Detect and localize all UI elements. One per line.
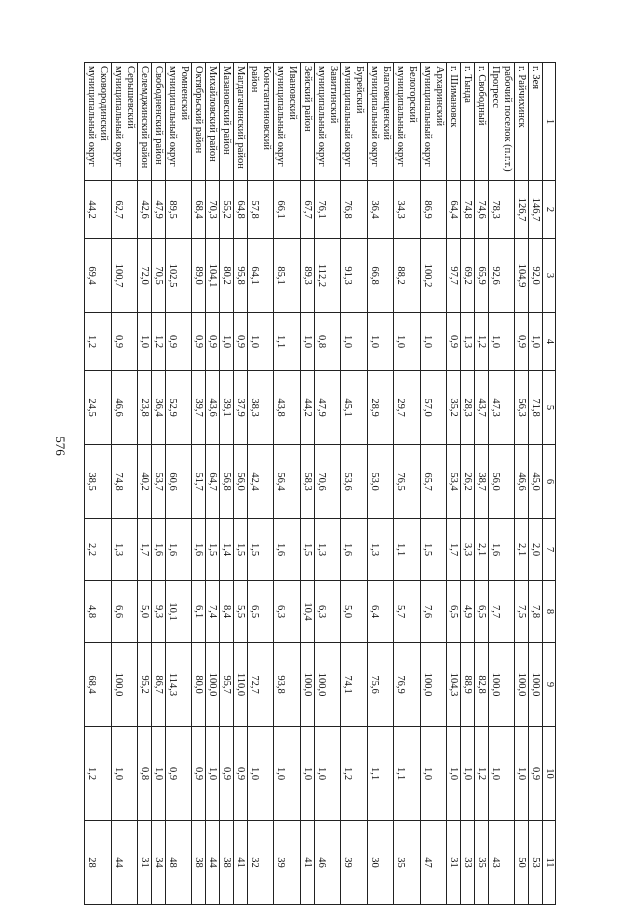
- value-cell: 5,0: [341, 581, 368, 643]
- value-cell: 41: [300, 821, 314, 905]
- table-row: [420, 63, 447, 905]
- value-cell: 10,4: [300, 581, 314, 643]
- value-cell: 5,0: [138, 581, 152, 643]
- value-cell: 65,7: [420, 445, 447, 519]
- municipality-name-cell: Архаринский муниципальный округ: [420, 63, 447, 181]
- value-cell: 74,6: [475, 181, 489, 239]
- value-cell: 5,5: [233, 581, 247, 643]
- value-cell: 44,2: [85, 181, 112, 239]
- value-cell: 100,0: [111, 643, 138, 727]
- value-cell: 0,9: [233, 727, 247, 821]
- value-cell: 93,8: [274, 643, 301, 727]
- value-cell: 6,3: [274, 581, 301, 643]
- table-row: [247, 63, 274, 905]
- value-cell: 7,4: [206, 581, 220, 643]
- value-cell: 60,6: [165, 445, 192, 519]
- value-cell: 89,3: [300, 239, 314, 313]
- value-cell: 0,9: [192, 313, 206, 371]
- value-cell: 1,1: [394, 727, 421, 821]
- table-row: [274, 63, 301, 905]
- value-cell: 70,5: [152, 239, 166, 313]
- column-header: 6: [543, 445, 556, 519]
- value-cell: 36,4: [152, 371, 166, 445]
- municipality-name-cell: Белогорский муниципальный округ: [394, 63, 421, 181]
- value-cell: 1,3: [367, 519, 394, 581]
- value-cell: 6,3: [314, 581, 341, 643]
- value-cell: 1,0: [206, 727, 220, 821]
- table-row: [314, 63, 341, 905]
- municipality-name-cell: Магдагачинский район: [233, 63, 247, 181]
- value-cell: 38: [192, 821, 206, 905]
- value-cell: 95,7: [220, 643, 234, 727]
- value-cell: 74,1: [341, 643, 368, 727]
- value-cell: 6,5: [247, 581, 274, 643]
- value-cell: 0,9: [192, 727, 206, 821]
- value-cell: 46: [314, 821, 341, 905]
- value-cell: 1,5: [300, 519, 314, 581]
- municipality-name-cell: г. Шимановск: [447, 63, 461, 181]
- value-cell: 56,0: [233, 445, 247, 519]
- value-cell: 1,0: [420, 727, 447, 821]
- value-cell: 36,4: [367, 181, 394, 239]
- value-cell: 100,7: [111, 239, 138, 313]
- value-cell: 43,7: [475, 371, 489, 445]
- value-cell: 6,5: [447, 581, 461, 643]
- value-cell: 68,4: [192, 181, 206, 239]
- value-cell: 74,8: [111, 445, 138, 519]
- value-cell: 48: [165, 821, 192, 905]
- value-cell: 1,1: [394, 519, 421, 581]
- value-cell: 67,7: [300, 181, 314, 239]
- municipality-name-cell: г. Райчихинск: [515, 63, 529, 181]
- value-cell: 26,2: [461, 445, 475, 519]
- value-cell: 100,0: [529, 643, 543, 727]
- value-cell: 1,2: [475, 727, 489, 821]
- value-cell: 2,1: [475, 519, 489, 581]
- value-cell: 31: [138, 821, 152, 905]
- value-cell: 53: [529, 821, 543, 905]
- value-cell: 34: [152, 821, 166, 905]
- table-row: [233, 63, 247, 905]
- municipality-name-cell: Ивановский муниципальный округ: [274, 63, 301, 181]
- value-cell: 64,4: [447, 181, 461, 239]
- value-cell: 46,6: [515, 445, 529, 519]
- value-cell: 66,8: [367, 239, 394, 313]
- value-cell: 0,9: [165, 727, 192, 821]
- value-cell: 56,3: [515, 371, 529, 445]
- value-cell: 72,0: [138, 239, 152, 313]
- value-cell: 88,2: [394, 239, 421, 313]
- value-cell: 30: [367, 821, 394, 905]
- value-cell: 2,2: [85, 519, 112, 581]
- municipality-name-cell: Свободненский район: [152, 63, 166, 181]
- value-cell: 82,8: [475, 643, 489, 727]
- table-row: [529, 63, 543, 905]
- value-cell: 66,1: [274, 181, 301, 239]
- value-cell: 92,0: [529, 239, 543, 313]
- municipality-name-cell: Зейский район: [300, 63, 314, 181]
- value-cell: 1,1: [367, 727, 394, 821]
- value-cell: 33: [461, 821, 475, 905]
- value-cell: 29,7: [394, 371, 421, 445]
- value-cell: 100,0: [300, 643, 314, 727]
- value-cell: 53,0: [367, 445, 394, 519]
- column-header: 10: [543, 727, 556, 821]
- value-cell: 41: [233, 821, 247, 905]
- value-cell: 57,0: [420, 371, 447, 445]
- value-cell: 146,7: [529, 181, 543, 239]
- table-row: [220, 63, 234, 905]
- value-cell: 64,1: [247, 239, 274, 313]
- value-cell: 42,6: [138, 181, 152, 239]
- value-cell: 47: [420, 821, 447, 905]
- value-cell: 1,0: [274, 727, 301, 821]
- column-header: 7: [543, 519, 556, 581]
- municipality-name-cell: рабочий поселок (п.г.т.) Прогресс: [488, 63, 515, 181]
- table-row: [475, 63, 489, 905]
- value-cell: 53,7: [152, 445, 166, 519]
- value-cell: 100,0: [420, 643, 447, 727]
- value-cell: 102,5: [165, 239, 192, 313]
- value-cell: 104,9: [515, 239, 529, 313]
- value-cell: 86,9: [420, 181, 447, 239]
- value-cell: 58,3: [300, 445, 314, 519]
- table-row: [165, 63, 192, 905]
- value-cell: 44: [111, 821, 138, 905]
- value-cell: 53,4: [447, 445, 461, 519]
- value-cell: 1,6: [274, 519, 301, 581]
- value-cell: 31: [447, 821, 461, 905]
- value-cell: 1,2: [341, 727, 368, 821]
- value-cell: 28,3: [461, 371, 475, 445]
- value-cell: 78,3: [488, 181, 515, 239]
- column-header: 3: [543, 239, 556, 313]
- value-cell: 1,0: [247, 727, 274, 821]
- value-cell: 4,9: [461, 581, 475, 643]
- value-cell: 1,0: [341, 313, 368, 371]
- value-cell: 1,0: [300, 313, 314, 371]
- value-cell: 64,7: [206, 445, 220, 519]
- value-cell: 1,0: [394, 313, 421, 371]
- value-cell: 6,1: [192, 581, 206, 643]
- value-cell: 7,6: [420, 581, 447, 643]
- value-cell: 23,8: [138, 371, 152, 445]
- value-cell: 1,5: [247, 519, 274, 581]
- value-cell: 76,9: [394, 643, 421, 727]
- data-table: [84, 62, 556, 905]
- value-cell: 38,5: [85, 445, 112, 519]
- value-cell: 1,5: [233, 519, 247, 581]
- value-cell: 1,0: [111, 727, 138, 821]
- value-cell: 1,7: [447, 519, 461, 581]
- value-cell: 1,2: [152, 313, 166, 371]
- value-cell: 3,3: [461, 519, 475, 581]
- value-cell: 46,6: [111, 371, 138, 445]
- value-cell: 0,9: [206, 313, 220, 371]
- value-cell: 47,9: [152, 181, 166, 239]
- value-cell: 35: [394, 821, 421, 905]
- value-cell: 88,9: [461, 643, 475, 727]
- value-cell: 0,9: [515, 313, 529, 371]
- value-cell: 1,0: [367, 313, 394, 371]
- value-cell: 8,4: [220, 581, 234, 643]
- value-cell: 56,0: [488, 445, 515, 519]
- value-cell: 47,3: [488, 371, 515, 445]
- value-cell: 1,2: [85, 313, 112, 371]
- value-cell: 40,2: [138, 445, 152, 519]
- value-cell: 7,7: [488, 581, 515, 643]
- table-row: [152, 63, 166, 905]
- value-cell: 91,3: [341, 239, 368, 313]
- value-cell: 38,3: [247, 371, 274, 445]
- value-cell: 1,0: [488, 313, 515, 371]
- value-cell: 80,0: [192, 643, 206, 727]
- municipality-name-cell: г. Зея: [529, 63, 543, 181]
- value-cell: 0,9: [111, 313, 138, 371]
- value-cell: 45,0: [529, 445, 543, 519]
- value-cell: 64,8: [233, 181, 247, 239]
- table-row: [447, 63, 461, 905]
- municipality-name-cell: Сковородинский муниципальный округ: [85, 63, 112, 181]
- value-cell: 28,9: [367, 371, 394, 445]
- value-cell: 1,0: [488, 727, 515, 821]
- column-header: 5: [543, 371, 556, 445]
- value-cell: 37,9: [233, 371, 247, 445]
- municipality-name-cell: Благовещенский муниципальный округ: [367, 63, 394, 181]
- value-cell: 35: [475, 821, 489, 905]
- value-cell: 71,8: [529, 371, 543, 445]
- value-cell: 100,2: [420, 239, 447, 313]
- value-cell: 110,0: [233, 643, 247, 727]
- value-cell: 2,1: [515, 519, 529, 581]
- value-cell: 86,7: [152, 643, 166, 727]
- table-row: [138, 63, 152, 905]
- value-cell: 56,4: [274, 445, 301, 519]
- value-cell: 1,0: [300, 727, 314, 821]
- value-cell: 95,2: [138, 643, 152, 727]
- table-row: [488, 63, 515, 905]
- value-cell: 57,8: [247, 181, 274, 239]
- value-cell: 43: [488, 821, 515, 905]
- table-row: [515, 63, 529, 905]
- value-cell: 43,8: [274, 371, 301, 445]
- value-cell: 1,5: [420, 519, 447, 581]
- table-body: [85, 63, 543, 905]
- value-cell: 4,8: [85, 581, 112, 643]
- value-cell: 0,9: [233, 313, 247, 371]
- value-cell: 1,1: [274, 313, 301, 371]
- municipality-name-cell: Бурейский муниципальный округ: [341, 63, 368, 181]
- value-cell: 80,2: [220, 239, 234, 313]
- value-cell: 1,0: [220, 313, 234, 371]
- page-number: 576: [53, 436, 68, 456]
- value-cell: 100,0: [515, 643, 529, 727]
- value-cell: 0,8: [138, 727, 152, 821]
- value-cell: 1,7: [138, 519, 152, 581]
- value-cell: 0,9: [447, 313, 461, 371]
- column-header: 4: [543, 313, 556, 371]
- value-cell: 34,3: [394, 181, 421, 239]
- value-cell: 1,0: [314, 727, 341, 821]
- value-cell: 68,4: [85, 643, 112, 727]
- municipality-name-cell: Михайловский район: [206, 63, 220, 181]
- value-cell: 0,9: [165, 313, 192, 371]
- municipality-name-cell: г. Свободный: [475, 63, 489, 181]
- value-cell: 92,6: [488, 239, 515, 313]
- column-header: 9: [543, 643, 556, 727]
- value-cell: 6,5: [475, 581, 489, 643]
- value-cell: 100,0: [314, 643, 341, 727]
- value-cell: 0,9: [529, 727, 543, 821]
- value-cell: 52,9: [165, 371, 192, 445]
- value-cell: 75,6: [367, 643, 394, 727]
- value-cell: 47,9: [314, 371, 341, 445]
- value-cell: 1,0: [515, 727, 529, 821]
- value-cell: 50: [515, 821, 529, 905]
- value-cell: 28: [85, 821, 112, 905]
- value-cell: 0,9: [220, 727, 234, 821]
- value-cell: 6,6: [111, 581, 138, 643]
- value-cell: 1,6: [152, 519, 166, 581]
- municipality-name-cell: Октябрьский район: [192, 63, 206, 181]
- value-cell: 0,8: [314, 313, 341, 371]
- table-row: [85, 63, 112, 905]
- value-cell: 104,3: [447, 643, 461, 727]
- value-cell: 85,1: [274, 239, 301, 313]
- value-cell: 126,7: [515, 181, 529, 239]
- value-cell: 89,0: [192, 239, 206, 313]
- value-cell: 1,0: [138, 313, 152, 371]
- value-cell: 1,0: [152, 727, 166, 821]
- header-row: [543, 63, 556, 905]
- value-cell: 1,3: [461, 313, 475, 371]
- value-cell: 62,7: [111, 181, 138, 239]
- column-header: 11: [543, 821, 556, 905]
- value-cell: 1,0: [247, 313, 274, 371]
- value-cell: 1,2: [85, 727, 112, 821]
- value-cell: 104,1: [206, 239, 220, 313]
- rotated-table-container: [84, 62, 556, 904]
- value-cell: 1,3: [111, 519, 138, 581]
- value-cell: 24,5: [85, 371, 112, 445]
- value-cell: 100,0: [206, 643, 220, 727]
- value-cell: 53,6: [341, 445, 368, 519]
- value-cell: 42,4: [247, 445, 274, 519]
- column-header: 2: [543, 181, 556, 239]
- municipality-name-cell: Завитинский муниципальный округ: [314, 63, 341, 181]
- value-cell: 1,0: [420, 313, 447, 371]
- value-cell: 1,3: [314, 519, 341, 581]
- value-cell: 39,7: [192, 371, 206, 445]
- value-cell: 1,4: [220, 519, 234, 581]
- table-row: [367, 63, 394, 905]
- value-cell: 1,6: [192, 519, 206, 581]
- table-row: [111, 63, 138, 905]
- municipality-name-cell: Ромненский муниципальный округ: [165, 63, 192, 181]
- municipality-name-cell: Константиновский район: [247, 63, 274, 181]
- municipality-name-cell: г. Тында: [461, 63, 475, 181]
- value-cell: 9,3: [152, 581, 166, 643]
- value-cell: 44: [206, 821, 220, 905]
- value-cell: 51,7: [192, 445, 206, 519]
- value-cell: 1,6: [165, 519, 192, 581]
- value-cell: 72,7: [247, 643, 274, 727]
- value-cell: 2,0: [529, 519, 543, 581]
- value-cell: 38,7: [475, 445, 489, 519]
- table-row: [394, 63, 421, 905]
- municipality-name-cell: Селемджинский район: [138, 63, 152, 181]
- value-cell: 1,0: [447, 727, 461, 821]
- value-cell: 1,0: [461, 727, 475, 821]
- value-cell: 97,7: [447, 239, 461, 313]
- value-cell: 1,2: [475, 313, 489, 371]
- value-cell: 100,0: [488, 643, 515, 727]
- value-cell: 7,8: [529, 581, 543, 643]
- value-cell: 44,2: [300, 371, 314, 445]
- value-cell: 1,6: [488, 519, 515, 581]
- value-cell: 70,6: [314, 445, 341, 519]
- table-row: [192, 63, 206, 905]
- value-cell: 35,2: [447, 371, 461, 445]
- column-header: 1: [543, 63, 556, 181]
- value-cell: 76,8: [341, 181, 368, 239]
- value-cell: 69,4: [85, 239, 112, 313]
- value-cell: 7,5: [515, 581, 529, 643]
- value-cell: 112,2: [314, 239, 341, 313]
- value-cell: 114,3: [165, 643, 192, 727]
- value-cell: 69,2: [461, 239, 475, 313]
- value-cell: 43,6: [206, 371, 220, 445]
- value-cell: 39: [274, 821, 301, 905]
- value-cell: 95,8: [233, 239, 247, 313]
- value-cell: 39: [341, 821, 368, 905]
- value-cell: 76,1: [314, 181, 341, 239]
- value-cell: 5,7: [394, 581, 421, 643]
- value-cell: 76,5: [394, 445, 421, 519]
- municipality-name-cell: Мазановский район: [220, 63, 234, 181]
- value-cell: 1,0: [529, 313, 543, 371]
- table-row: [461, 63, 475, 905]
- table-row: [341, 63, 368, 905]
- value-cell: 39,1: [220, 371, 234, 445]
- municipality-name-cell: Серышевский муниципальный округ: [111, 63, 138, 181]
- value-cell: 32: [247, 821, 274, 905]
- value-cell: 1,6: [341, 519, 368, 581]
- value-cell: 6,4: [367, 581, 394, 643]
- table-row: [206, 63, 220, 905]
- value-cell: 65,9: [475, 239, 489, 313]
- value-cell: 55,2: [220, 181, 234, 239]
- value-cell: 38: [220, 821, 234, 905]
- value-cell: 56,8: [220, 445, 234, 519]
- value-cell: 70,3: [206, 181, 220, 239]
- value-cell: 45,1: [341, 371, 368, 445]
- column-header: 8: [543, 581, 556, 643]
- value-cell: 74,8: [461, 181, 475, 239]
- table-row: [300, 63, 314, 905]
- value-cell: 10,1: [165, 581, 192, 643]
- value-cell: 89,5: [165, 181, 192, 239]
- value-cell: 1,5: [206, 519, 220, 581]
